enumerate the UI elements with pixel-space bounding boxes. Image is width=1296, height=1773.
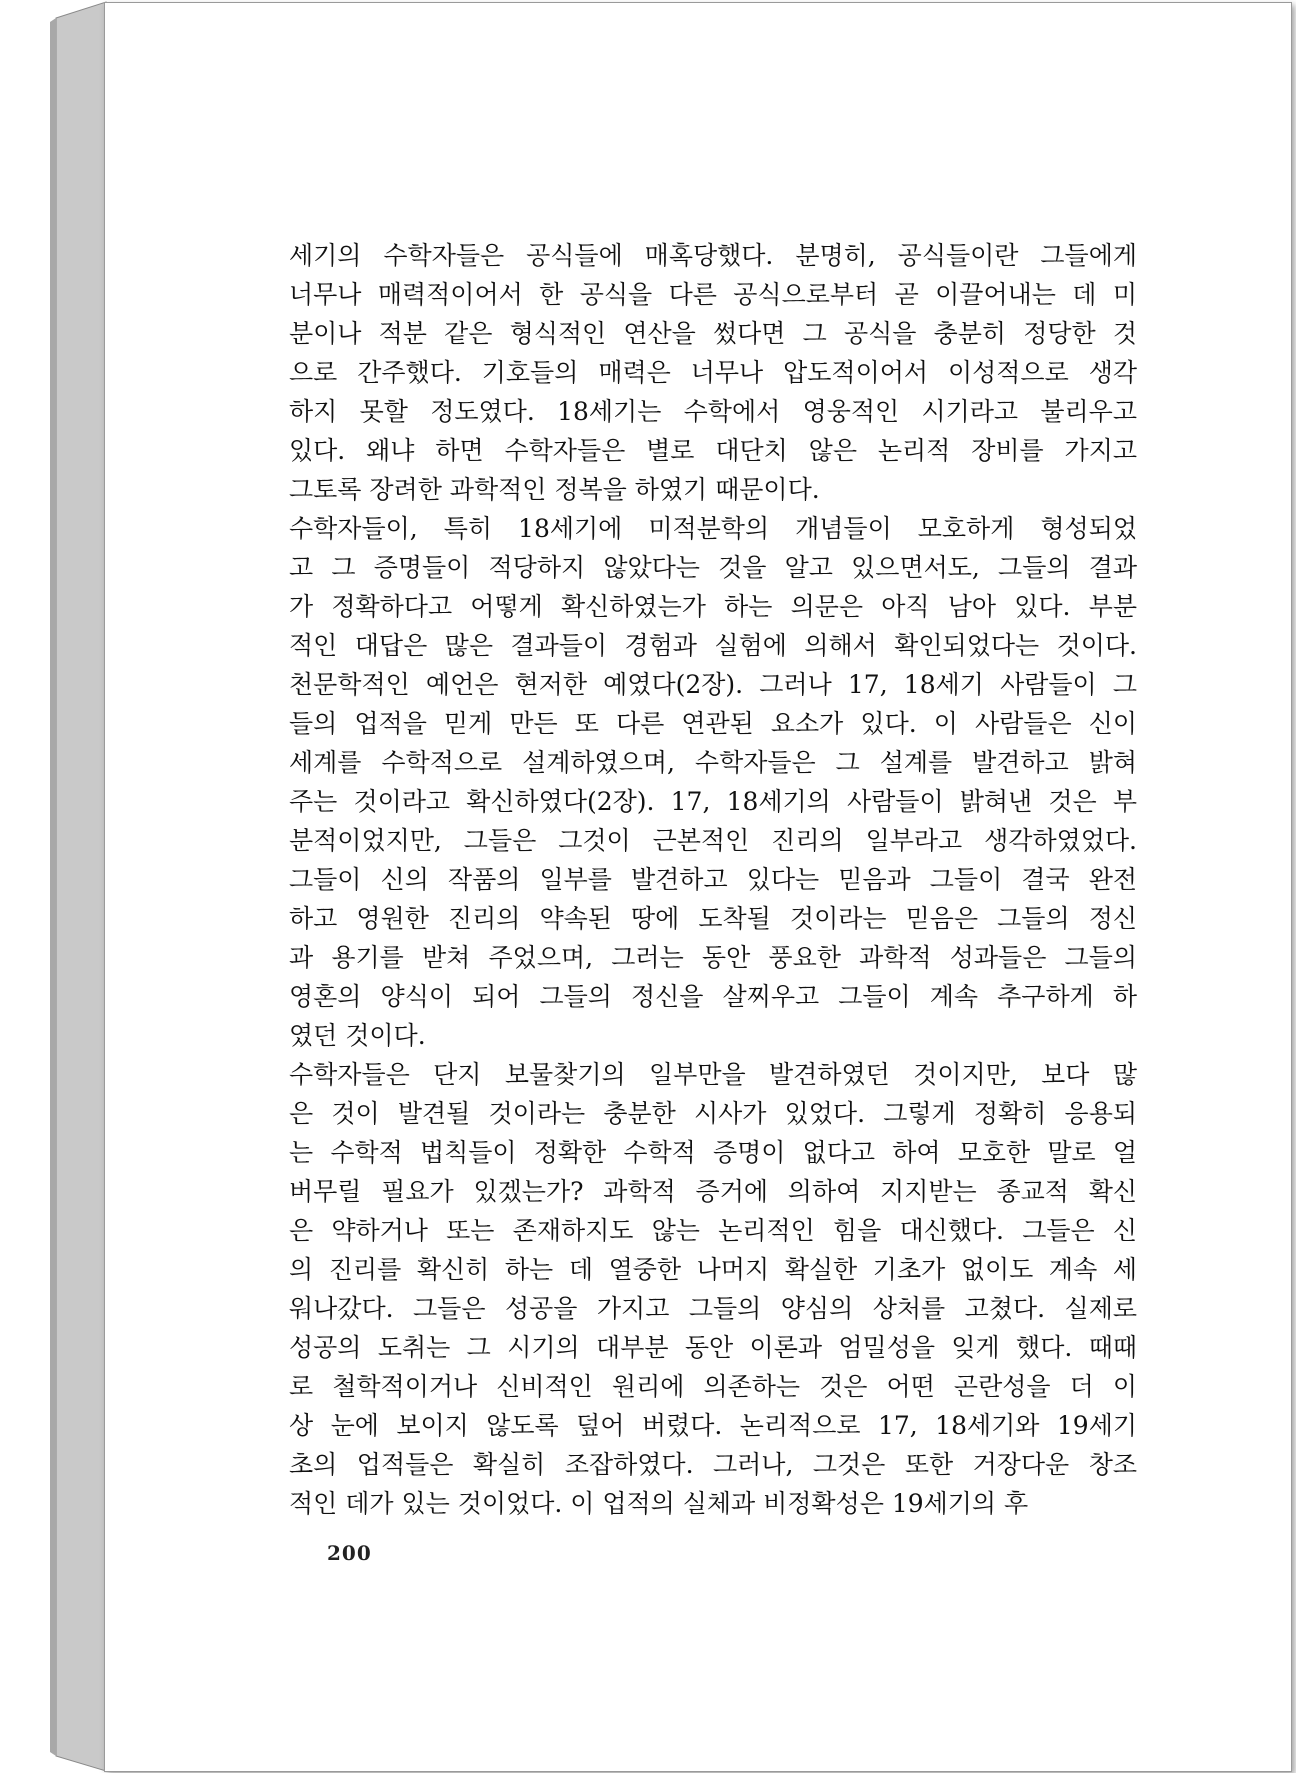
text-line: 의 진리를 확신히 하는 데 열중한 나머지 확실한 기초가 없이도 계속 세: [289, 1255, 1137, 1284]
page-number: 200: [327, 1541, 372, 1565]
text-line: 세계를 수학적으로 설계하였으며, 수학자들은 그 설계를 발견하고 밝혀: [289, 748, 1137, 777]
text-line: 너무나 매력적이어서 한 공식을 다른 공식으로부터 곧 이끌어내는 데 미: [289, 280, 1137, 309]
text-line: 였던 것이다.: [289, 1021, 426, 1050]
book-spine: [0, 0, 120, 1773]
text-line: 으로 간주했다. 기호들의 매력은 너무나 압도적이어서 이성적으로 생각: [289, 358, 1137, 387]
text-line: 로 철학적이거나 신비적인 원리에 의존하는 것은 어떤 곤란성을 더 이: [289, 1372, 1137, 1401]
text-line: 주는 것이라고 확신하였다(2장). 17, 18세기의 사람들이 밝혀낸 것은 부: [289, 787, 1137, 816]
text-line: 천문학적인 예언은 현저한 예였다(2장). 그러나 17, 18세기 사람들이 그: [289, 670, 1137, 699]
text-line: 은 것이 발견될 것이라는 충분한 시사가 있었다. 그렇게 정확히 응용되: [289, 1099, 1137, 1128]
text-line: 하지 못할 정도였다. 18세기는 수학에서 영웅적인 시기라고 불리우고: [289, 397, 1137, 426]
text-line: 상 눈에 보이지 않도록 덮어 버렸다. 논리적으로 17, 18세기와 19세기: [289, 1411, 1137, 1440]
book-page: [104, 2, 1292, 1772]
text-line: 는 수학적 법칙들이 정확한 수학적 증명이 없다고 하여 모호한 말로 얼: [289, 1138, 1137, 1167]
text-line: 그들이 신의 작품의 일부를 발견하고 있다는 믿음과 그들이 결국 완전: [289, 865, 1137, 894]
text-line: 분적이었지만, 그들은 그것이 근본적인 진리의 일부라고 생각하였었다.: [289, 826, 1137, 855]
body-text: [289, 236, 1137, 1523]
text-line: 워나갔다. 그들은 성공을 가지고 그들의 양심의 상처를 고쳤다. 실제로: [289, 1294, 1137, 1323]
text-line: 적인 대답은 많은 결과들이 경험과 실험에 의해서 확인되었다는 것이다.: [289, 631, 1137, 660]
text-line: 세기의 수학자들은 공식들에 매혹당했다. 분명히, 공식들이란 그들에게: [289, 241, 1137, 270]
text-line: 과 용기를 받쳐 주었으며, 그러는 동안 풍요한 과학적 성과들은 그들의: [289, 943, 1137, 972]
text-line: 들의 업적을 믿게 만든 또 다른 연관된 요소가 있다. 이 사람들은 신이: [289, 709, 1137, 738]
text-line: 은 약하거나 또는 존재하지도 않는 논리적인 힘을 대신했다. 그들은 신: [289, 1216, 1137, 1245]
text-line: 하고 영원한 진리의 약속된 땅에 도착될 것이라는 믿음은 그들의 정신: [289, 904, 1137, 933]
text-line: 고 그 증명들이 적당하지 않았다는 것을 알고 있으면서도, 그들의 결과: [289, 553, 1137, 582]
paragraph: [289, 509, 1137, 1055]
text-line: 성공의 도취는 그 시기의 대부분 동안 이론과 엄밀성을 잊게 했다. 때때: [289, 1333, 1137, 1362]
text-line: 영혼의 양식이 되어 그들의 정신을 살찌우고 그들이 계속 추구하게 하: [289, 982, 1137, 1011]
text-line: 수학자들이, 특히 18세기에 미적분학의 개념들이 모호하게 형성되었: [289, 514, 1137, 543]
paragraph: [289, 236, 1137, 509]
text-line: 그토록 장려한 과학적인 정복을 하였기 때문이다.: [289, 475, 820, 504]
text-line: 있다. 왜냐 하면 수학자들은 별로 대단치 않은 논리적 장비를 가지고: [289, 436, 1137, 465]
text-line: 버무릴 필요가 있겠는가? 과학적 증거에 의하여 지지받는 종교적 확신: [289, 1177, 1137, 1206]
text-line: 수학자들은 단지 보물찾기의 일부만을 발견하였던 것이지만, 보다 많: [289, 1060, 1137, 1089]
text-line: 초의 업적들은 확실히 조잡하였다. 그러나, 그것은 또한 거장다운 창조: [289, 1450, 1137, 1479]
text-line: 가 정확하다고 어떻게 확신하였는가 하는 의문은 아직 남아 있다. 부분: [289, 592, 1137, 621]
text-line: 분이나 적분 같은 형식적인 연산을 썼다면 그 공식을 충분히 정당한 것: [289, 319, 1137, 348]
paragraph: [289, 1055, 1137, 1523]
text-line: 적인 데가 있는 것이었다. 이 업적의 실체과 비정확성은 19세기의 후: [289, 1489, 1029, 1518]
